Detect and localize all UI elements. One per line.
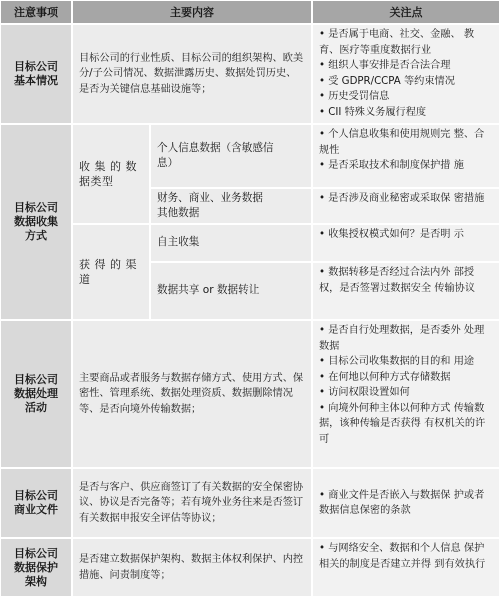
- topic-protection-architecture: 目标公司 数据保护 架构: [0, 538, 72, 597]
- main-basic-info: [72, 24, 312, 124]
- concern-item: • 是否涉及商业秘密或采取保 密措施: [319, 193, 485, 204]
- main-data-processing: [72, 320, 312, 468]
- group-channel-label: 获 得 的 渠 道: [72, 224, 150, 320]
- concern-item: • 组织人事安排是否合法合理: [319, 60, 451, 71]
- concerns-basic-info: [312, 24, 500, 124]
- concern-item: • 历史受罚信息: [319, 91, 390, 102]
- item-business-data: 财务、商业、业务数据 其他数据: [150, 188, 312, 224]
- header-concerns: 关注点: [312, 0, 500, 24]
- concerns-commercial-docs: [312, 468, 500, 538]
- topic-data-collection: 目标公司 数据收集 方式: [0, 124, 72, 320]
- topic-commercial-docs: 目标公司 商业文件: [0, 468, 72, 538]
- concern-item: • 是否属于电商、社交、金融、 教育、医疗等重度数据行业: [319, 29, 475, 56]
- concern-item: • 是否采取技术和制度保护措 施: [319, 160, 464, 171]
- concerns-protection-architecture: [312, 538, 500, 597]
- main-data-processing-text: 主要商品或者服务与数据存储方式、使用方式、保密性、管理系统、数据处理资质、数据删除情况等、是否向境外传输数据；: [79, 372, 304, 415]
- concern-item: • 是否自行处理数据，是否委外 处理数据: [319, 325, 485, 352]
- concern-item: • 与网络安全、数据和个人信息 保护相关的制度是否建立并得 到有效执行: [319, 543, 486, 570]
- concerns-data-processing: [312, 320, 500, 468]
- concern-item: • 商业文件是否嵌入与数据保 护或者数据信息保密的条款: [319, 489, 485, 516]
- concern-item: • 受 GDPR/CCPA 等约束情况: [319, 75, 455, 87]
- topic-data-processing: 目标公司 数据处理 活动: [0, 320, 72, 468]
- topic-basic-info: 目标公司 基本情况: [0, 24, 72, 124]
- concerns-self-collection: [312, 224, 500, 262]
- concern-item: • 向境外何种主体以何种方式 传输数据，该种传输是否获得 有权机关的许可: [319, 402, 486, 445]
- main-commercial-docs: [72, 468, 312, 538]
- concern-item: • 数据转移是否经过合法内外 部授权，是否签署过数据安全 传输协议: [319, 267, 476, 294]
- item-data-sharing-text: 数据共享 or 数据转让: [157, 284, 260, 297]
- concerns-personal-data: [312, 124, 500, 188]
- concern-item: • CII 特殊义务履行程度: [319, 106, 427, 118]
- concern-item: • 收集授权模式如何？是否明 示: [319, 229, 464, 240]
- header-item: 注意事项: [0, 0, 72, 24]
- main-protection-architecture-text: 是否建立数据保护架构、数据主体权利保护、内控措施、问责制度等；: [79, 554, 304, 581]
- main-commercial-docs-text: 是否与客户、供应商签订了有关数据的安全保密协议、协议是否完备等；若有境外业务往来是否签订有关数据申报安全评估等协议；: [79, 481, 304, 524]
- main-basic-info-text: 目标公司的行业性质、目标公司的组织架构、欧美分/子公司情况、数据泄露历史、数据处罚历史、是否为关键信息基础设施等；: [79, 52, 304, 95]
- concern-item: • 访问权限设置如何: [319, 387, 410, 398]
- item-self-collection: [150, 224, 312, 262]
- item-self-collection-text: 自主收集: [157, 236, 200, 249]
- item-data-sharing: [150, 262, 312, 320]
- concern-item: • 在何地以何种方式存储数据: [319, 371, 451, 383]
- group-data-type-label: 收 集 的 数 据类型: [72, 124, 150, 224]
- main-protection-architecture: [72, 538, 312, 597]
- concerns-business-data: [312, 188, 500, 224]
- header-main: 主要内容: [72, 0, 312, 24]
- item-personal-data: 个人信息数据（含敏感信 息）: [150, 124, 312, 188]
- concern-item: • 目标公司收集数据的目的和 用途: [319, 356, 475, 367]
- concern-item: • 个人信息收集和使用规则完 整、合规性: [319, 129, 485, 156]
- concerns-data-sharing: [312, 262, 500, 320]
